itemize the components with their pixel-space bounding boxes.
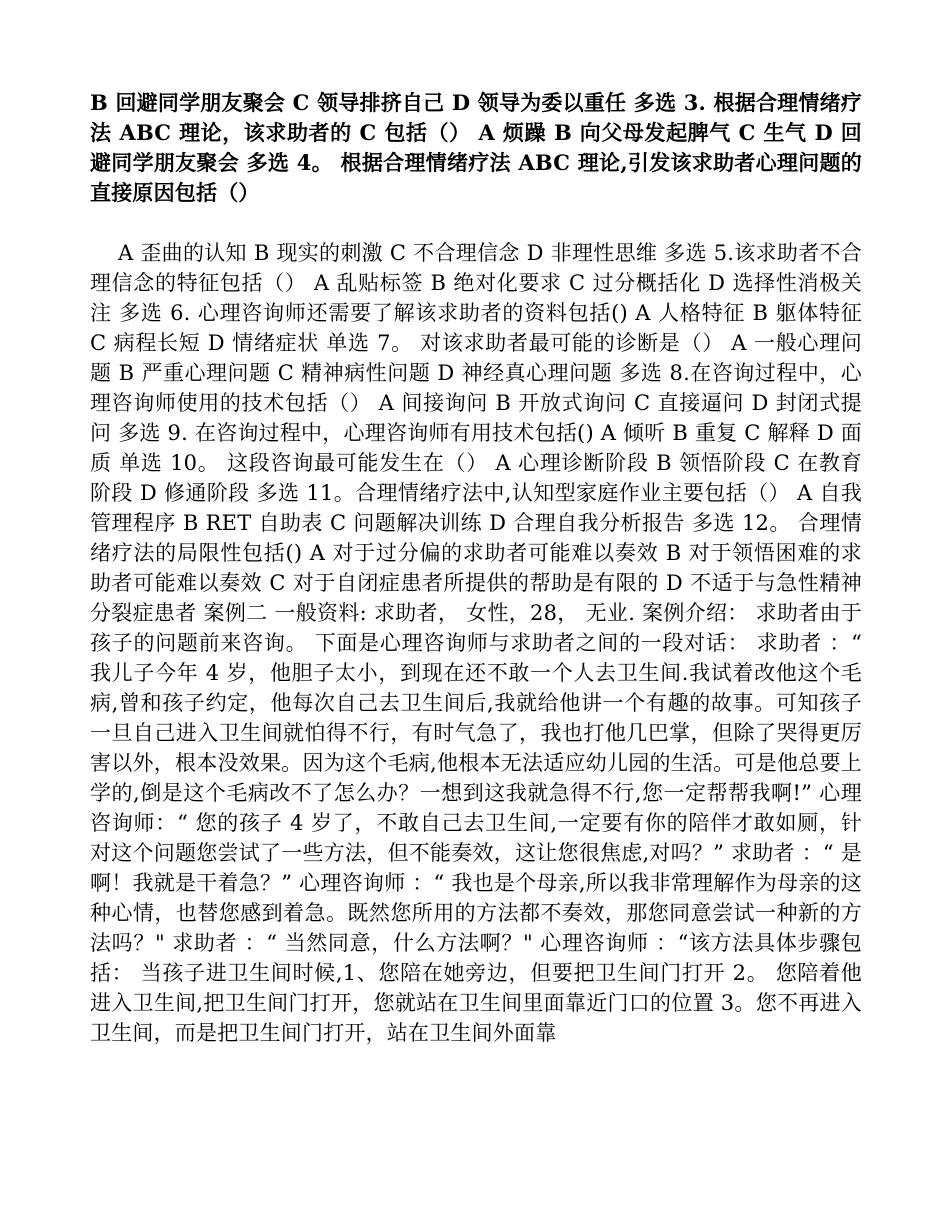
- document-page: [90, 88, 862, 1048]
- question-continuation-paragraph: B 回避同学朋友聚会 C 领导排挤自己 D 领导为委以重任 多选 3. 根据合理情绪疗法 ABC 理论，该求助者的 C 包括（） A 烦躁 B 向父母发起脾气 C 生气 D 回避同学朋友聚会 多选 4。 根据合理情绪疗法 ABC 理论,引发该求助者心理问题的直接原因包括（）: [90, 90, 862, 205]
- questions-and-case-paragraph: A 歪曲的认知 B 现实的刺激 C 不合理信念 D 非理性思维 多选 5.该求助者不合理信念的特征包括（） A 乱贴标签 B 绝对化要求 C 过分概括化 D 选择性消极关注 多选 6. 心理咨询师还需要了解该求助者的资料包括() A 人格特征 B 躯体特征 C 病程长短 D 情绪症状 单选 7。 对该求助者最可能的诊断是（） A 一般心理问题 B 严重心理问题 C 精神病性问题 D 神经真心理问题 多选 8.在咨询过程中，心理咨询师使用的技术包括（） A 间接询问 B 开放式询问 C 直接逼问 D 封闭式提问 多选 9. 在咨询过程中，心理咨询师有用技术包括() A 倾听 B 重复 C 解释 D 面质 单选 10。 这段咨询最可能发生在（） A 心理诊断阶段 B 领悟阶段 C 在教育阶段 D 修通阶段 多选 11。合理情绪疗法中,认知型家庭作业主要包括（） A 自我管理程序 B RET 自助表 C 问题解决训练 D 合理自我分析报告 多选 12。 合理情绪疗法的局限性包括() A 对于过分偏的求助者可能难以奏效 B 对于领悟困难的求助者可能难以奏效 C 对于自闭症患者所提供的帮助是有限的 D 不适于与急性精神分裂症患者 案例二 一般资料: 求助者， 女性，28， 无业. 案例介绍： 求助者由于孩子的问题前来咨询。 下面是心理咨询师与求助者之间的一段对话： 求助者 ：“ 我儿子今年 4 岁，他胆子太小，到现在还不敢一个人去卫生间.我试着改他这个毛病,曾和孩子约定，他每次自己去卫生间后,我就给他讲一个有趣的故事。可知孩子一旦自己进入卫生间就怕得不行，有时气急了，我也打他几巴掌，但除了哭得更厉害以外，根本没效果。因为这个毛病,他根本无法适应幼儿园的生活。可是他总要上学的,倒是这个毛病改不了怎么办？一想到这我就急得不行,您一定帮帮我啊!” 心理咨询师：“ 您的孩子 4 岁了，不敢自己去卫生间,一定要有你的陪伴才敢如厕，针对这个问题您尝试了一些方法，但不能奏效，这让您很焦虑,对吗？” 求助者 ：“ 是啊！我就是干着急？” 心理咨询师 ：“ 我也是个母亲,所以我非常理解作为母亲的这种心情，也替您感到着急。既然您所用的方法都不奏效，那您同意尝试一种新的方法吗？" 求助者 ：“ 当然同意，什么方法啊？" 心理咨询师 ：“该方法具体步骤包括： 当孩子进卫生间时候,1、您陪在她旁边，但要把卫生间门打开 2。 您陪着他进入卫生间,把卫生间门打开，您就站在卫生间里面靠近门口的位置 3。您不再进入卫生间，而是把卫生间门打开，站在卫生间外面靠: [90, 241, 862, 1045]
